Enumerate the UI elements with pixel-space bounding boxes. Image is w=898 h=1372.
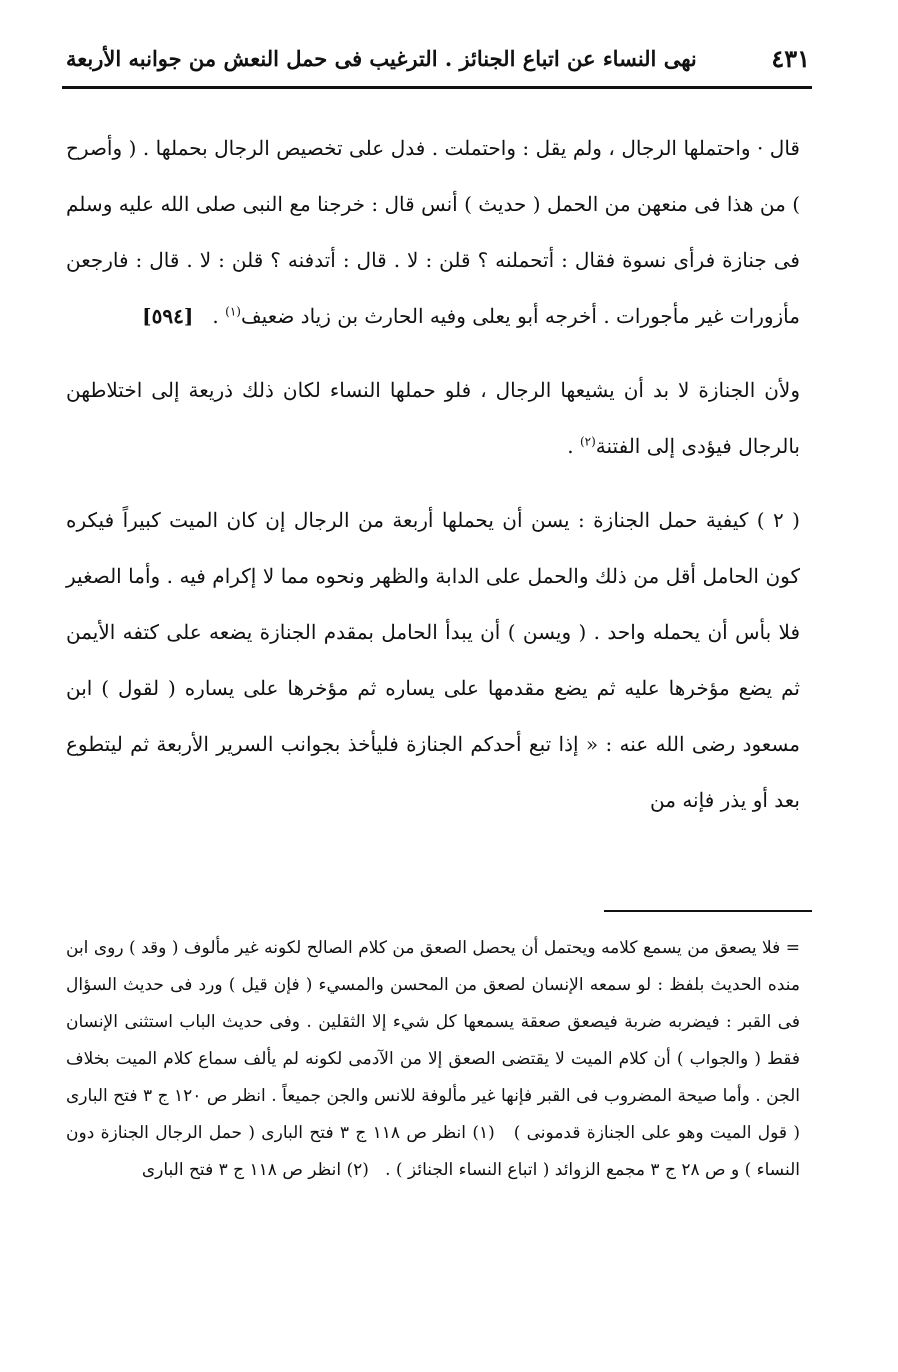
page-number: ٤٣١ xyxy=(771,43,810,73)
footnote-1: (١) انظر ص ١١٨ ج ٣ فتح البارى ( حمل الرجال الجنازة دون النساء ) و ص ٢٨ ج ٣ مجمع الزوائد ( اتباع النساء الجنائز ) . xyxy=(66,1123,800,1180)
footnote-text: = فلا يصعق من يسمع كلامه ويحتمل أن يحصل الصعق من كلام الصالح لكونه غير مألوف ( وقد ) روى ابن منده الحديث بلفظ : لو سمعه الإنسان لصعق من المحسن والمسيء ( فإن قيل ) ورد فى حديث السؤال فى القبر : فيضربه ضربة فيصعق صعقة يسمعها كل شيء إلا الثقلين . وفى حديث الباب استثنى الإنسان فقط ( والجواب ) أن كلام الميت لا يقتضى الصعق إلا من الآدمى لكونه لم يألف سماع كلام الميت بخلاف الجن . وأما صيحة المضروب فى القبر فإنها غير مألوفة للانس والجن جميعاً . انظر ص ١٢٠ ج ٣ فتح البارى ( قول الميت وهو على الجنازة قدمونى ) xyxy=(66,938,800,1143)
footnotes xyxy=(66,930,800,1189)
main-text xyxy=(66,120,800,828)
footnote-2: (٢) انظر ص ١١٨ ج ٣ فتح البارى xyxy=(141,1160,369,1180)
paragraph-reason xyxy=(66,362,800,474)
paragraph-text: قال · واحتملها الرجال ، ولم يقل : واحتملت . فدل على تخصيص الرجال بحملها . ( وأصرح ) من هذا فى منعهن من الحمل ( حديث ) أنس قال : خرجنا مع النبى صلى الله عليه وسلم فى جنازة فرأى نسوة فقال : أتحملنه ؟ قلن : لا . قال : أتدفنه ؟ قلن : لا . قال : فارجعن مأزورات غير مأجورات . أخرجه أبو يعلى وفيه الحارث بن زياد ضعيف xyxy=(66,136,800,328)
paragraph-carrying-method xyxy=(66,492,800,828)
running-title: نهى النساء عن اتباع الجنائز . الترغيب فى حمل النعش من جوانبه الأربعة xyxy=(66,45,697,71)
header-rule xyxy=(62,86,812,89)
sentence-end: . xyxy=(567,434,580,458)
running-head xyxy=(66,38,810,78)
footnote-rule xyxy=(604,910,812,912)
footnote-marker: (١) xyxy=(225,304,241,319)
paragraph-text: ( ٢ ) كيفية حمل الجنازة : يسن أن يحملها أربعة من الرجال إن كان الميت كبيراً فيكره كون الحامل أقل من ذلك والحمل على الدابة والظهر ونحوه مما لا إكرام فيه . وأما الصغير فلا بأس أن يحمله واحد . ( ويسن ) أن يبدأ الحامل بمقدم الجنازة يضعه على كتفه الأيمن ثم يضع مؤخرها عليه ثم يضع مقدمها على يساره ثم مؤخرها على يساره ( لقول ) ابن مسعود رضى الله عنه : « إذا تبع أحدكم الجنازة فليأخذ بجوانب السرير الأربعة ثم ليتطوع بعد أو يذر فإنه من xyxy=(66,508,800,812)
hadith-reference-number: [٥٩٤] xyxy=(142,304,194,328)
footnote-marker: (٢) xyxy=(579,434,596,449)
paragraph-hadith-anas xyxy=(66,120,800,344)
sentence-end: . xyxy=(212,304,226,328)
paragraph-text: ولأن الجنازة لا بد أن يشيعها الرجال ، فلو حملها النساء لكان ذلك ذريعة إلى اختلاطهن بالرجال فيؤدى إلى الفتنة xyxy=(66,378,800,458)
footnote-continued xyxy=(66,930,800,1189)
